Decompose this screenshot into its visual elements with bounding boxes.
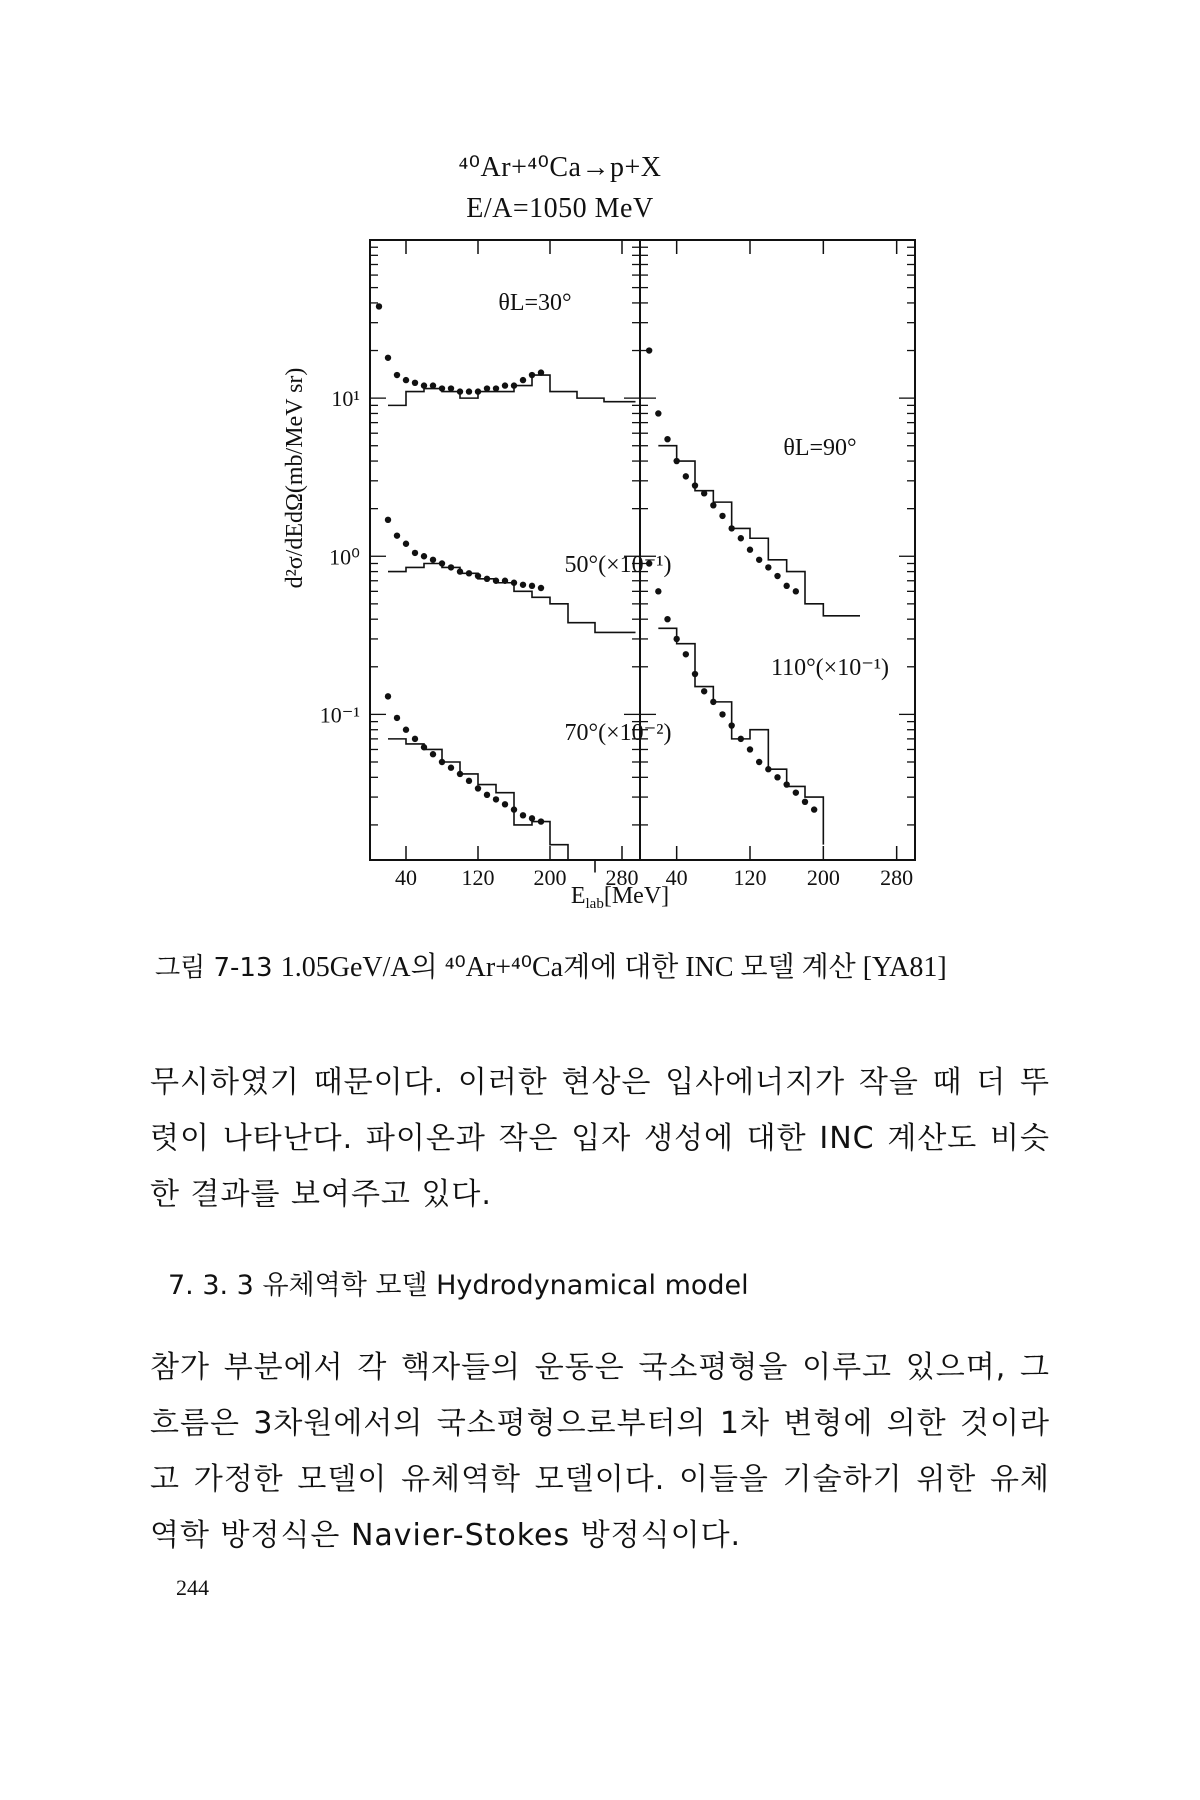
caption-prefix: 그림 7-13 [155, 953, 281, 983]
data-point-0-2-0 [385, 693, 391, 699]
data-point-1-0-9 [728, 525, 734, 531]
x-tick-label-1-3: 280 [880, 865, 914, 890]
x-tick-label-0-1: 120 [461, 865, 495, 890]
x-tick-label-1-1: 120 [733, 865, 767, 890]
data-point-0-1-15 [520, 582, 526, 588]
caption-text: 1.05GeV/A의 ⁴⁰Ar+⁴⁰Ca계에 대한 INC 모델 계산 [YA81] [280, 952, 947, 983]
x-tick-label-0-3: 280 [605, 865, 639, 890]
paragraph-1: 무시하였기 때문이다. 이러한 현상은 입사에너지가 작을 때 더 뚜렷이 나타난다. 파이온과 작은 입자 생성에 대한 INC 계산도 비슷한 결과를 보여주고 있다. [150, 1065, 1050, 1212]
data-point-0-1-12 [493, 578, 499, 584]
data-point-0-0-17 [529, 372, 535, 378]
data-point-0-0-14 [502, 382, 508, 388]
data-point-0-1-10 [475, 573, 481, 579]
data-point-0-0-6 [430, 382, 436, 388]
figure-title-line1: ⁴⁰Ar+⁴⁰Ca→p+X [458, 152, 662, 183]
x-tick-label-0-2: 200 [533, 865, 567, 890]
data-point-0-0-16 [520, 377, 526, 383]
data-point-0-2-5 [430, 751, 436, 757]
data-point-1-1-11 [747, 746, 753, 752]
data-point-1-1-18 [811, 806, 817, 812]
data-point-1-0-8 [719, 513, 725, 519]
data-point-1-1-6 [701, 688, 707, 694]
data-point-0-1-7 [448, 564, 454, 570]
data-point-0-0-9 [457, 388, 463, 394]
data-point-0-2-7 [448, 765, 454, 771]
data-point-1-0-2 [664, 436, 670, 442]
data-point-0-0-18 [538, 369, 544, 375]
data-point-0-0-15 [511, 382, 517, 388]
data-point-0-2-3 [412, 736, 418, 742]
series-annotation-2: 70°(×10⁻²) [564, 720, 672, 746]
data-point-0-2-17 [538, 818, 544, 824]
histogram-1-0 [658, 446, 860, 616]
y-tick-label-1: 10⁰ [329, 544, 360, 570]
data-point-0-0-0 [376, 303, 382, 309]
paragraph-2: 참가 부분에서 각 핵자들의 운동은 국소평형을 이루고 있으며, 그 흐름은 3차원에서의 국소평형으로부터의 1차 변형에 의한 것이라고 가정한 모델이 유체역학 모델이다. 이들을 기술하기 위한 유체역학 방정식은 Navier-Stokes 방정식이다. [150, 1350, 1050, 1553]
data-point-0-0-7 [439, 385, 445, 391]
y-tick-label-2: 10⁻¹ [319, 702, 360, 728]
plot-layer [320, 240, 915, 890]
histogram-0-0 [388, 375, 636, 405]
data-point-0-2-10 [475, 785, 481, 791]
data-point-0-2-9 [466, 778, 472, 784]
series-annotation-1: 50°(×10⁻¹) [564, 552, 672, 578]
x-axis-label-unit: [MeV] [603, 883, 670, 909]
section-heading: 7. 3. 3 유체역학 모델 Hydrodynamical model [168, 1270, 749, 1301]
data-point-0-1-14 [511, 580, 517, 586]
histogram-0-2 [388, 739, 595, 873]
data-point-1-1-1 [655, 588, 661, 594]
x-axis-label-main: E [570, 883, 586, 909]
data-point-1-1-15 [783, 781, 789, 787]
figure-caption [155, 945, 947, 985]
data-point-1-0-12 [756, 557, 762, 563]
series-annotation-3: θL=90° [783, 435, 857, 461]
data-point-1-1-16 [793, 789, 799, 795]
data-point-0-0-8 [448, 385, 454, 391]
data-point-1-1-7 [710, 699, 716, 705]
series-annotation-0: θL=30° [498, 290, 572, 316]
y-axis-label: d²σ/dEdΩ(mb/MeV sr) [282, 367, 308, 589]
data-point-1-0-14 [774, 573, 780, 579]
data-point-0-2-1 [394, 715, 400, 721]
data-point-1-0-13 [765, 564, 771, 570]
data-point-0-0-3 [403, 377, 409, 383]
data-point-1-0-15 [783, 583, 789, 589]
data-point-0-1-8 [457, 568, 463, 574]
data-point-1-1-2 [664, 616, 670, 622]
data-point-0-2-4 [421, 744, 427, 750]
data-point-1-1-4 [683, 651, 689, 657]
data-point-1-1-9 [728, 722, 734, 728]
data-point-1-1-14 [774, 774, 780, 780]
data-point-1-0-7 [710, 502, 716, 508]
data-point-1-0-4 [683, 473, 689, 479]
data-point-0-2-8 [457, 771, 463, 777]
data-point-1-0-10 [738, 535, 744, 541]
data-point-1-1-12 [756, 759, 762, 765]
data-point-0-1-9 [466, 570, 472, 576]
data-point-0-1-2 [403, 541, 409, 547]
data-point-0-1-17 [538, 585, 544, 591]
data-point-1-0-16 [793, 588, 799, 594]
data-point-0-2-11 [484, 792, 490, 798]
data-point-0-0-10 [466, 388, 472, 394]
data-point-0-0-12 [484, 385, 490, 391]
data-point-0-2-2 [403, 727, 409, 733]
figure-title-line2: E/A=1050 MeV [466, 193, 654, 224]
data-point-0-0-4 [412, 380, 418, 386]
data-point-0-0-2 [394, 372, 400, 378]
data-point-0-1-6 [439, 560, 445, 566]
series-annotation-4: 110°(×10⁻¹) [770, 655, 890, 681]
panel-frame-1 [640, 240, 915, 860]
data-point-0-1-3 [412, 550, 418, 556]
data-point-0-2-6 [439, 759, 445, 765]
data-point-0-0-11 [475, 388, 481, 394]
x-tick-label-0-0: 40 [395, 865, 417, 890]
data-point-1-1-5 [692, 671, 698, 677]
data-point-0-2-16 [529, 815, 535, 821]
data-point-0-1-0 [385, 517, 391, 523]
data-point-1-1-3 [673, 636, 679, 642]
data-point-1-0-11 [747, 547, 753, 553]
data-point-0-1-13 [502, 578, 508, 584]
data-point-1-0-5 [692, 482, 698, 488]
data-point-1-1-10 [738, 736, 744, 742]
page-number: 244 [176, 1575, 209, 1600]
data-point-1-0-3 [673, 458, 679, 464]
data-point-0-2-14 [511, 806, 517, 812]
data-point-1-1-13 [765, 766, 771, 772]
data-point-0-1-11 [484, 576, 490, 582]
data-point-0-0-5 [421, 382, 427, 388]
x-tick-label-1-0: 40 [665, 865, 688, 890]
data-point-1-0-1 [655, 410, 661, 416]
data-point-0-2-13 [502, 801, 508, 807]
data-point-0-1-16 [529, 583, 535, 589]
x-tick-label-1-2: 200 [806, 865, 840, 890]
y-tick-label-0: 10¹ [331, 386, 360, 412]
data-point-0-1-5 [430, 557, 436, 563]
data-point-0-0-13 [493, 385, 499, 391]
panel-frame-0 [370, 240, 640, 860]
data-point-0-2-12 [493, 796, 499, 802]
data-point-0-2-15 [520, 812, 526, 818]
data-point-0-1-4 [421, 553, 427, 559]
data-point-0-1-1 [394, 532, 400, 538]
data-point-1-0-0 [646, 347, 652, 353]
data-point-1-1-8 [719, 711, 725, 717]
data-point-0-0-1 [385, 355, 391, 361]
data-point-1-1-17 [802, 799, 808, 805]
data-point-1-0-6 [701, 490, 707, 496]
x-axis-label-sub: lab [585, 896, 604, 912]
